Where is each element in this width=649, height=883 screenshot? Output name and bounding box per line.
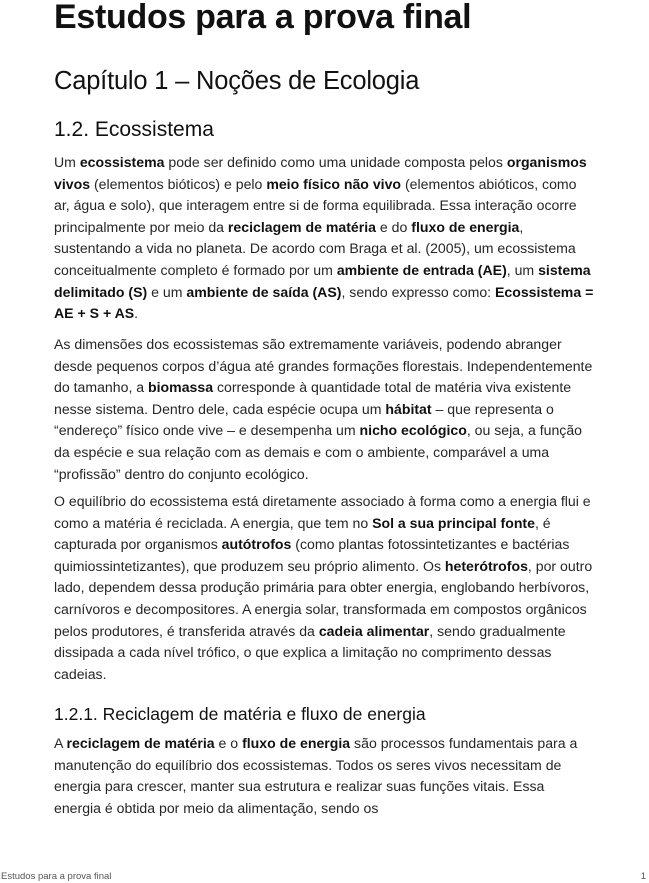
section-heading: 1.2. Ecossistema [54,118,214,141]
footer-document-title: Estudos para a prova final [1,871,112,882]
paragraph-ecosystem-definition: Um ecossistema pode ser definido como uma unidade composta pelos organismos vivos (elementos bióticos) e pelo meio físico não vivo (elementos abióticos, como ar, água e solo), que interagem entre si de forma equilibrada. Essa interação ocorre principalmente por meio da reciclagem de matéria e do fluxo de energia, sustentando a vida no planeta. De acordo com Braga et al. (2005), um ecossistema conceitualmente completo é formado por um ambiente de entrada (AE), um sistema delimitado (S) e um ambiente de saída (AS), sendo expresso como: Ecossistema = AE + S + AS. [54,154,594,322]
paragraph-matter-recycling: A reciclagem de matéria e o fluxo de energia são processos fundamentais para a manutenção do equilíbrio dos ecossistemas. Todos os seres vivos necessitam de energia para crescer, manter sua estrutura e realizar suas funções vitais. Essa energia é obtida por meio da alimentação, sendo os [54,735,578,816]
subsection-heading: 1.2.1. Reciclagem de matéria e fluxo de energia [54,704,426,724]
paragraph-ecosystem-dimensions: As dimensões dos ecossistemas são extremamente variáveis, podendo abranger desde pequenos corpos d’água até grandes formações florestais. Independentemente do tamanho, a biomassa corresponde à quantidade total de matéria viva existente nesse sistema. Dentro dele, cada espécie ocupa um hábitat – que representa o “endereço” físico onde vive – e desempenha um nicho ecológico, ou seja, a função da espécie e sua relação com as demais e com o ambiente, comparável a uma “profissão” dentro do conjunto ecológico. [54,336,593,482]
chapter-heading: Capítulo 1 – Noções de Ecologia [54,67,420,95]
paragraph-energy-flow: O equilíbrio do ecossistema está diretamente associado à forma como a energia flui e como a matéria é reciclada. A energia, que tem no Sol a sua principal fonte, é capturada por organismos autótrofos (como plantas fotossintetizantes e bactérias quimiossintetizantes), que produzem seu próprio alimento. Os heterótrofos, por outro lado, dependem dessa produção primária para obter energia, englobando herbívoros, carnívoros e decompositores. A energia solar, transformada em compostos orgânicos pelos produtores, é transferida através da cadeia alimentar, sendo gradualmente dissipada a cada nível trófico, o que explica a limitação no comprimento dessas cadeias. [54,493,593,682]
footer-page-number: 1 [640,871,646,882]
document-title: Estudos para a prova final [54,0,472,36]
